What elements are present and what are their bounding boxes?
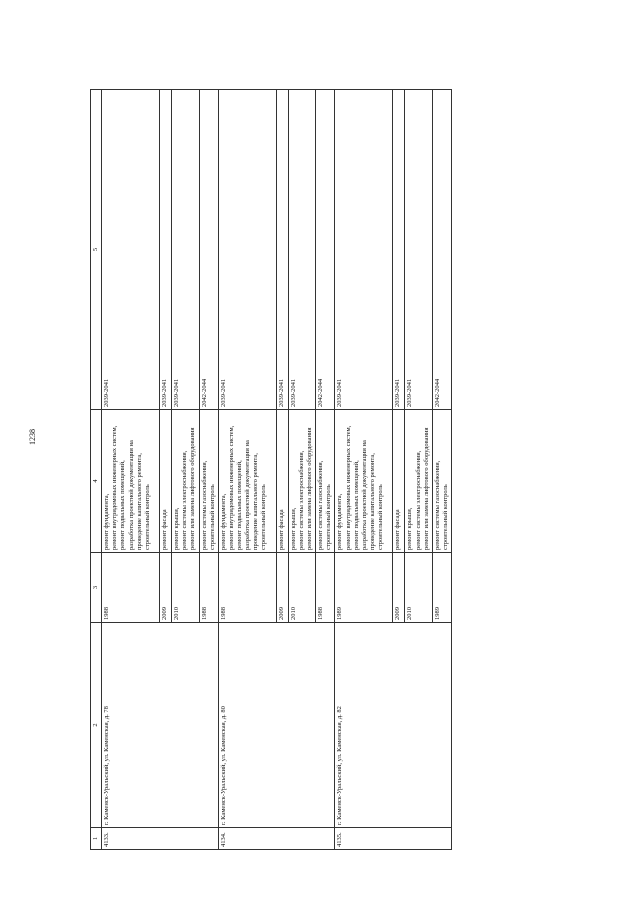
page-number: 1238 <box>28 429 37 445</box>
works-list <box>316 410 335 553</box>
header-row <box>91 90 102 850</box>
planned-period: 2039-2041 <box>102 90 160 410</box>
work-item: ремонт фундамента, <box>336 493 344 550</box>
planned-period: 2039-2041 <box>393 90 405 410</box>
last-repair-year: 2009 <box>393 553 405 623</box>
work-item: строительный контроль <box>441 484 449 550</box>
work-item: ремонт фундамента, <box>103 493 111 550</box>
entry-number: 4135. <box>335 828 452 850</box>
planned-period: 2042-2044 <box>316 90 335 410</box>
work-item: проведение капитального ремонта, <box>368 453 376 550</box>
work-item: разработка проектной документации на <box>244 440 252 550</box>
work-item: строительный контроль <box>260 484 268 550</box>
works-list <box>432 410 451 553</box>
last-repair-year: 1988 <box>218 553 276 623</box>
work-item: строительный контроль <box>377 484 384 550</box>
work-item: ремонт фасада <box>277 509 285 550</box>
building-address: г. Каменск-Уральский, ул. Каменская, д. 80 <box>218 623 335 828</box>
work-item: проведение капитального ремонта, <box>252 453 260 550</box>
work-item: ремонт фасада <box>161 509 169 550</box>
header-cell: 5 <box>91 90 102 410</box>
planned-period: 2039-2041 <box>276 90 288 410</box>
work-item: ремонт внутридомовых инженерных систем, <box>111 425 119 550</box>
last-repair-year: 1989 <box>432 553 451 623</box>
work-item: ремонт системы электроснабжения, <box>414 450 422 550</box>
work-item: ремонт системы электроснабжения, <box>297 450 305 550</box>
rotated-table-area <box>90 90 540 850</box>
work-item: ремонт системы электроснабжения, <box>181 450 189 550</box>
header-cell: 3 <box>91 553 102 623</box>
planned-period: 2042-2044 <box>432 90 451 410</box>
work-item: ремонт крыши, <box>289 507 297 550</box>
work-item: ремонт внутридомовых инженерных систем, <box>227 425 235 550</box>
work-item: разработка проектной документации на <box>127 440 135 550</box>
work-item: ремонт системы газоснабжения, <box>200 460 208 550</box>
building-address: г. Каменск-Уральский, ул. Каменская, д. 82 <box>335 623 452 828</box>
last-repair-year: 1988 <box>102 553 160 623</box>
table-row <box>335 90 393 850</box>
repair-schedule-table <box>90 89 452 850</box>
work-item: ремонт крыши, <box>173 507 181 550</box>
work-item: ремонт фундамента, <box>219 493 227 550</box>
works-list <box>172 410 199 553</box>
work-item: ремонт или замена лифтового оборудования <box>189 427 197 550</box>
work-item: ремонт системы газоснабжения, <box>433 460 441 550</box>
works-list <box>102 410 160 553</box>
last-repair-year: 2010 <box>405 553 432 623</box>
last-repair-year: 1988 <box>199 553 218 623</box>
work-item: разработка проектной документации на <box>360 440 368 550</box>
work-item: ремонт фасада <box>394 509 402 550</box>
work-item: проведение капитального ремонта, <box>135 453 143 550</box>
planned-period: 2039-2041 <box>172 90 199 410</box>
last-repair-year: 1988 <box>316 553 335 623</box>
table-row <box>102 90 160 850</box>
works-list <box>288 410 315 553</box>
work-item: ремонт подвальных помещений, <box>352 460 360 550</box>
works-list <box>218 410 276 553</box>
work-item: ремонт крыши, <box>406 507 414 550</box>
work-item: ремонт подвальных помещений, <box>119 460 127 550</box>
last-repair-year: 2010 <box>288 553 315 623</box>
entry-number: 4134. <box>218 828 335 850</box>
planned-period: 2039-2041 <box>218 90 276 410</box>
works-list <box>276 410 288 553</box>
work-item: ремонт или замена лифтового оборудования <box>422 427 430 550</box>
works-list <box>199 410 218 553</box>
works-list <box>393 410 405 553</box>
work-item: ремонт подвальных помещений, <box>236 460 243 550</box>
last-repair-year: 2010 <box>172 553 199 623</box>
work-item: строительный контроль <box>208 484 216 550</box>
works-list <box>160 410 172 553</box>
work-item: ремонт системы газоснабжения, <box>317 460 325 550</box>
planned-period: 2042-2044 <box>199 90 218 410</box>
work-item: строительный контроль <box>143 484 151 550</box>
work-item: ремонт внутридомовых инженерных систем, <box>344 425 352 550</box>
entry-number: 4133. <box>102 828 219 850</box>
planned-period: 2039-2041 <box>405 90 432 410</box>
header-cell: 1 <box>91 828 102 850</box>
last-repair-year: 2009 <box>160 553 172 623</box>
planned-period: 2039-2041 <box>335 90 393 410</box>
table-row <box>218 90 276 850</box>
works-list <box>335 410 393 553</box>
planned-period: 2039-2041 <box>160 90 172 410</box>
building-address: г. Каменск-Уральский, ул. Каменская, д. 78 <box>102 623 219 828</box>
last-repair-year: 2009 <box>276 553 288 623</box>
planned-period: 2039-2041 <box>288 90 315 410</box>
header-cell: 2 <box>91 623 102 828</box>
work-item: ремонт или замена лифтового оборудования <box>306 427 313 550</box>
works-list <box>405 410 432 553</box>
header-cell: 4 <box>91 410 102 553</box>
work-item: строительный контроль <box>325 484 333 550</box>
last-repair-year: 1989 <box>335 553 393 623</box>
